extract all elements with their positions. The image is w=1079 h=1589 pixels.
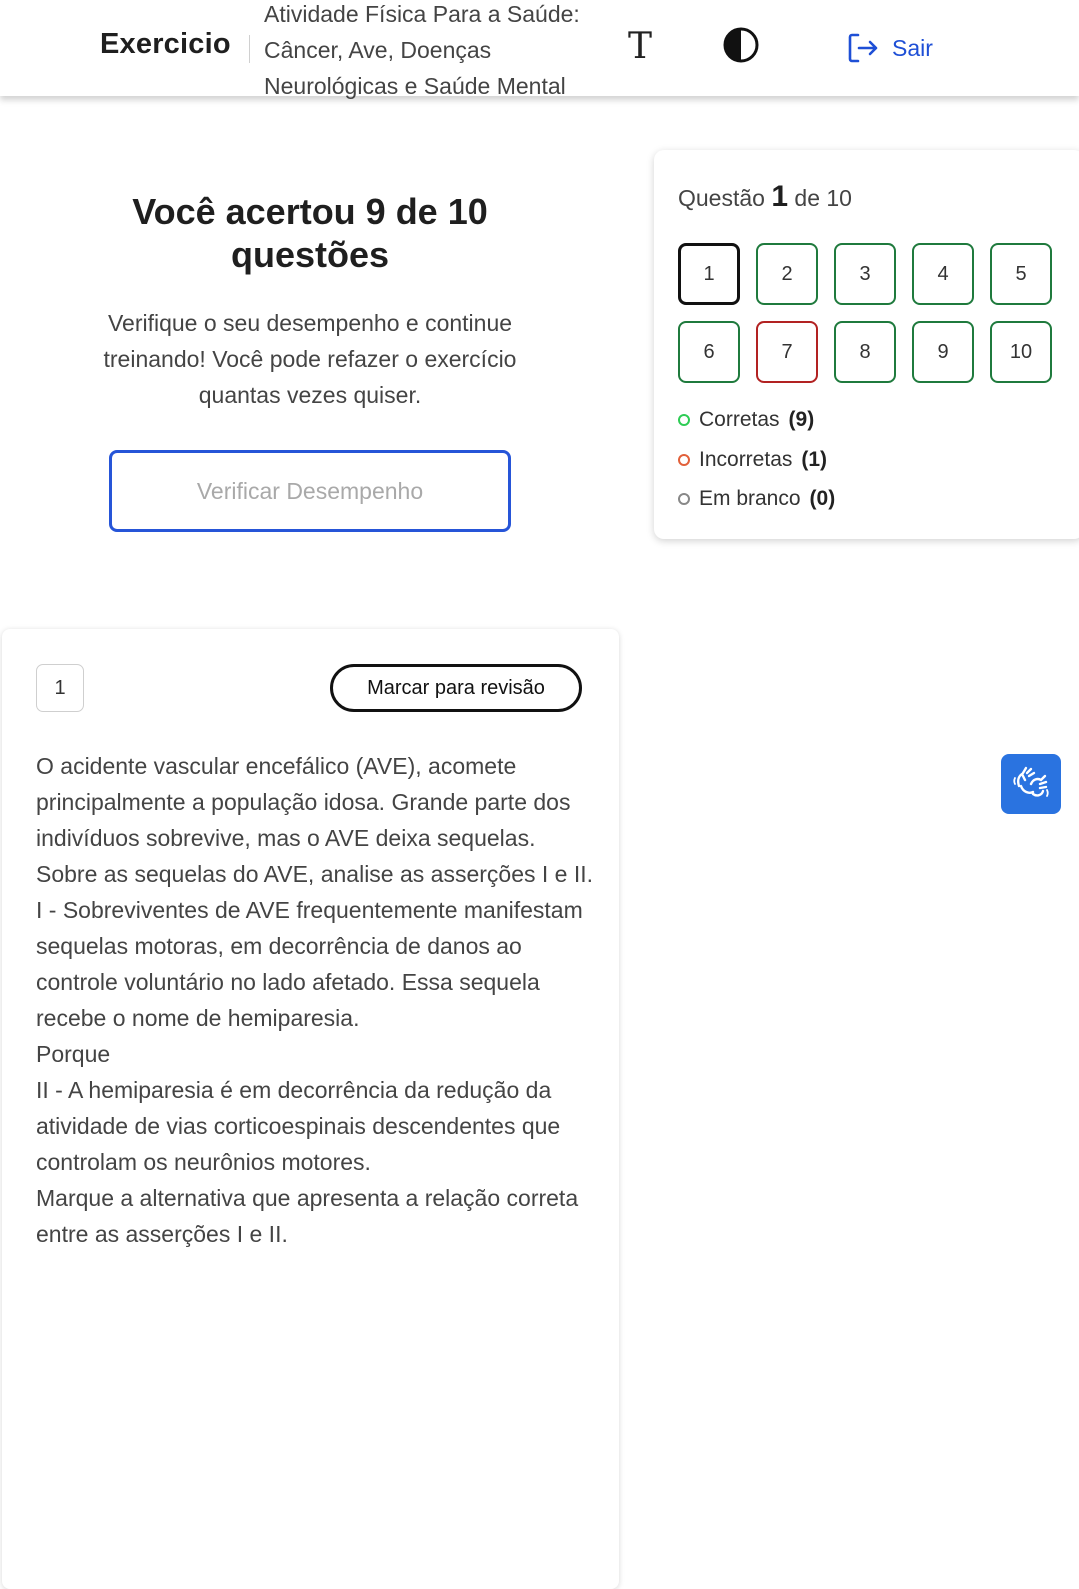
question-button-2[interactable]: 2 (756, 243, 818, 305)
question-statement (36, 748, 596, 1252)
question-number-badge: 1 (36, 664, 84, 712)
legend-incorrect (678, 448, 827, 472)
verify-performance-button[interactable]: Verificar Desempenho (109, 450, 511, 532)
legend-incorrect-count: (1) (801, 448, 828, 471)
result-description: Verifique o seu desempenho e continue treinando! Você pode refazer o exercício quantas vezes quiser. (103, 310, 517, 408)
legend-incorrect-label: Incorretas (699, 448, 793, 471)
mark-for-review-button[interactable]: Marcar para revisão (330, 664, 582, 712)
sign-language-icon (1011, 764, 1051, 804)
brand-divider (249, 35, 250, 63)
logout-icon (846, 31, 880, 65)
question-button-10[interactable]: 10 (990, 321, 1052, 383)
question-paragraph: I - Sobreviventes de AVE frequentemente manifestam sequelas motoras, em decorrência de danos ao controle voluntário no lado afetado. Essa sequela recebe o nome de hemiparesia. (36, 897, 583, 1031)
question-paragraph: O acidente vascular encefálico (AVE), acomete principalmente a população idosa. Grande parte dos indivíduos sobrevive, mas o AVE deixa sequelas. Sobre as sequelas do AVE, analise as asserções I e II. (36, 753, 594, 887)
brand-title: Exercicio (100, 28, 231, 60)
sign-language-button[interactable] (1001, 754, 1061, 814)
contrast-icon (722, 26, 760, 64)
navigator-heading (678, 180, 852, 214)
font-size-icon: T (627, 25, 652, 67)
legend-correct-label: Corretas (699, 408, 780, 431)
question-paragraph: Marque a alternativa que apresenta a relação correta entre as asserções I e II. (36, 1185, 579, 1247)
current-question-number: 1 (771, 180, 789, 213)
legend-correct (678, 408, 814, 432)
heading-prefix: Questão (678, 185, 765, 211)
question-button-6[interactable]: 6 (678, 321, 740, 383)
question-button-3[interactable]: 3 (834, 243, 896, 305)
question-button-1[interactable]: 1 (678, 243, 740, 305)
question-button-5[interactable]: 5 (990, 243, 1052, 305)
legend-blank (678, 487, 835, 511)
legend-correct-count: (9) (788, 408, 815, 431)
result-title: Você acertou 9 de 10 questões (132, 191, 488, 275)
exit-button[interactable] (846, 30, 933, 66)
exit-label: Sair (892, 34, 933, 61)
heading-suffix: de 10 (794, 185, 852, 211)
question-navigator (654, 150, 1079, 539)
correct-dot-icon (678, 414, 690, 426)
question-card (2, 629, 619, 1589)
course-title: Atividade Física Para a Saúde: Câncer, Ave, Doenças Neurológicas e Saúde Mental (264, 1, 580, 99)
contrast-button[interactable] (722, 26, 760, 64)
top-header (0, 0, 1079, 99)
question-button-9[interactable]: 9 (912, 321, 974, 383)
question-paragraph: II - A hemiparesia é em decorrência da redução da atividade de vias corticoespinais descendentes que controlam os neurônios motores. (36, 1077, 561, 1175)
question-paragraph: Porque (36, 1041, 111, 1067)
legend-blank-count: (0) (809, 487, 836, 510)
legend-blank-label: Em branco (699, 487, 801, 510)
font-size-button[interactable] (620, 24, 660, 68)
incorrect-dot-icon (678, 454, 690, 466)
question-button-8[interactable]: 8 (834, 321, 896, 383)
question-button-7[interactable]: 7 (756, 321, 818, 383)
blank-dot-icon (678, 493, 690, 505)
question-button-4[interactable]: 4 (912, 243, 974, 305)
